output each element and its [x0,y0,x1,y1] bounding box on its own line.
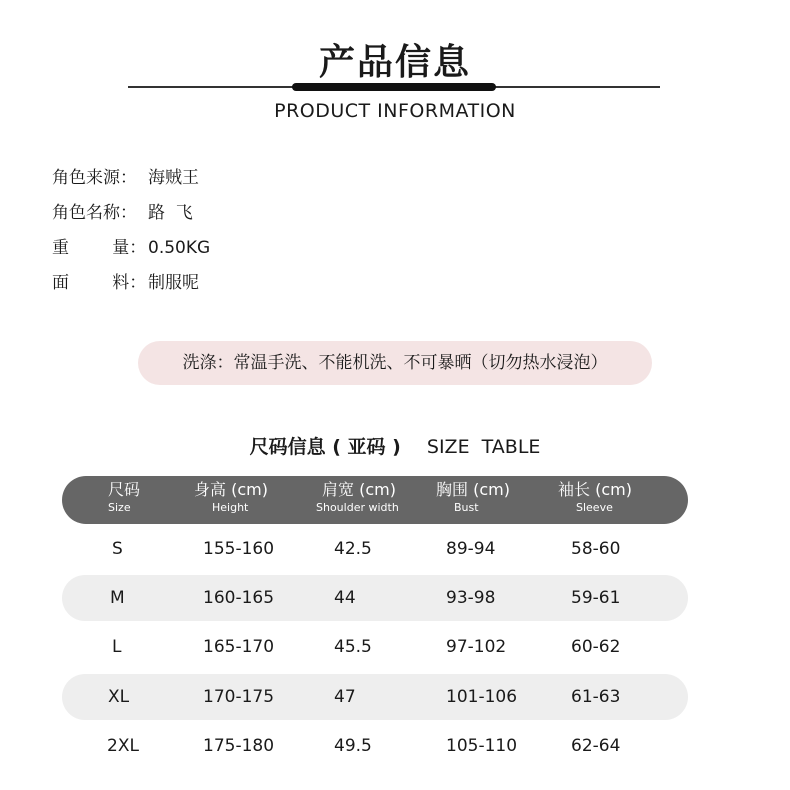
title-divider-accent [292,83,496,91]
cell-size: M [110,588,125,608]
cell-bust: 97-102 [446,637,507,657]
size-table-header [62,476,688,524]
page-subtitle: PRODUCT INFORMATION [274,100,516,122]
info-row-name [52,201,193,225]
cell-height: 155-160 [203,539,275,559]
cell-size: S [112,539,123,559]
care-instructions: 洗涤：常温手洗、不能机洗、不可暴晒（切勿热水浸泡） [138,341,652,385]
header-bust-zh: 胸围 (cm) [436,480,510,499]
cell-sleeve: 59-61 [571,588,621,608]
header-height-en: Height [212,501,249,514]
cell-height: 170-175 [203,687,275,707]
size-table-title [0,432,790,459]
cell-size: 2XL [107,736,139,756]
info-label: 面 料： [52,273,147,293]
cell-height: 175-180 [203,736,275,756]
header-bust [436,482,510,513]
cell-sleeve: 58-60 [571,539,621,559]
cell-shoulder: 44 [334,588,356,608]
cell-size: L [112,637,122,657]
size-table-title-zh: 尺码信息 ( 亚码 ) [249,436,401,458]
header-bust-en: Bust [454,501,479,514]
info-label: 重 量： [52,238,147,258]
info-label: 角色名称： [52,203,137,223]
cell-shoulder: 45.5 [334,637,372,657]
header-sleeve-zh: 袖长 (cm) [558,480,632,499]
header-height-zh: 身高 (cm) [194,480,268,499]
header-size-en: Size [108,501,131,514]
cell-bust: 93-98 [446,588,496,608]
header-shoulder-zh: 肩宽 (cm) [322,480,396,499]
page-title: 产品信息 [318,42,471,83]
header-size [108,482,140,513]
header-shoulder-en: Shoulder width [316,501,399,514]
cell-sleeve: 60-62 [571,637,621,657]
cell-shoulder: 49.5 [334,736,372,756]
info-row-fabric [52,271,199,295]
cell-size: XL [108,687,130,707]
cell-bust: 101-106 [446,687,518,707]
info-value: 海贼王 [148,168,199,188]
cell-bust: 105-110 [446,736,518,756]
size-table-title-en: SIZE TABLE [426,436,541,458]
header-size-zh: 尺码 [108,480,141,499]
info-row-source [52,166,199,190]
cell-height: 160-165 [203,588,275,608]
cell-sleeve: 61-63 [571,687,621,707]
header-shoulder [316,482,399,513]
info-label: 角色来源： [52,168,137,188]
info-row-weight [52,236,210,260]
info-value: 0.50KG [148,238,211,258]
cell-height: 165-170 [203,637,275,657]
header-sleeve [558,482,632,513]
cell-sleeve: 62-64 [571,736,621,756]
cell-shoulder: 42.5 [334,539,372,559]
info-value: 路 飞 [148,203,193,223]
header-sleeve-en: Sleeve [576,501,613,514]
info-value: 制服呢 [148,273,199,293]
header-height [194,482,268,513]
cell-shoulder: 47 [334,687,356,707]
cell-bust: 89-94 [446,539,496,559]
